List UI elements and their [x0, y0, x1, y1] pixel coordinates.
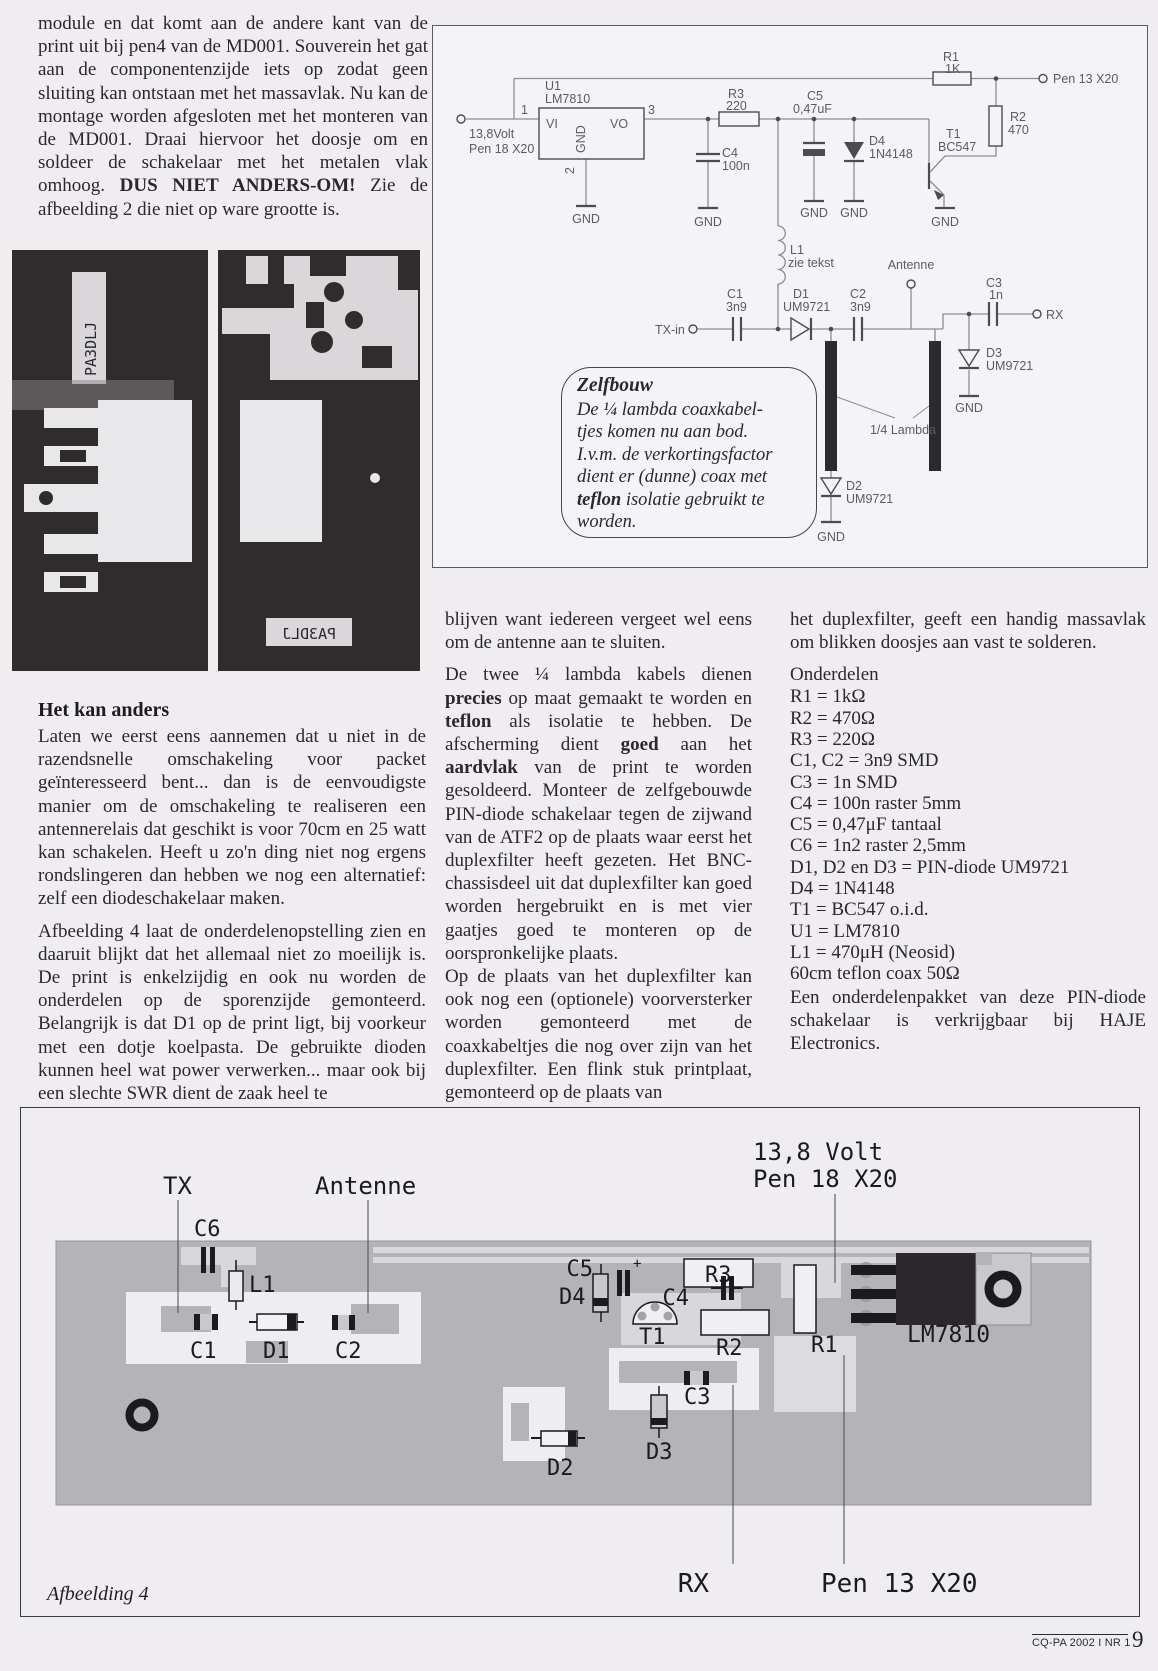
t1-ref-label: T1 — [946, 127, 961, 141]
callout-line: tjes komen nu aan bod. — [577, 422, 749, 442]
l1-ref-label: L1 — [790, 243, 804, 257]
r1-val-label: 1K — [945, 62, 961, 76]
fig-c5-label: C5 — [566, 1257, 593, 1282]
d4-diode — [844, 142, 864, 159]
fig-tx-label: TX — [163, 1172, 192, 1200]
d1-diode — [791, 318, 809, 340]
fig-d2-label: D2 — [547, 1456, 574, 1481]
parts-list-item: L1 = 470μH (Neosid) — [790, 941, 955, 963]
column3-outro: Een onderdelenpakket van deze PIN-diode schakelaar is verkrijgbaar bij HAJE Electronics. — [790, 986, 1146, 1054]
parts-list-item: C4 = 100n raster 5mm — [790, 792, 962, 814]
d3-diode — [959, 350, 979, 366]
fig-c1-label: C1 — [190, 1339, 217, 1364]
r2-resistor — [989, 106, 1002, 146]
c5-ref-label: C5 — [807, 89, 823, 103]
zelfbouw-callout — [561, 367, 817, 538]
parts-list-item: 60cm teflon coax 50Ω — [790, 963, 960, 985]
parts-list — [790, 686, 1146, 984]
terminal-circles — [457, 75, 1047, 334]
c4-val-label: 100n — [722, 159, 750, 173]
d2-diode — [821, 478, 841, 494]
parts-list-item: D4 = 1N4148 — [790, 878, 895, 900]
pcb-art-label-right-mirrored: PA3DLJ — [281, 625, 337, 643]
pcb-art-right-panel — [218, 250, 420, 671]
fig-d3-label: D3 — [646, 1440, 673, 1465]
c5-component — [617, 1270, 622, 1296]
fig-lm7810-label: LM7810 — [907, 1322, 991, 1348]
parts-list-item: C3 = 1n SMD — [790, 771, 898, 793]
c2-val-label: 3n9 — [850, 300, 871, 314]
fig-t1-label: T1 — [639, 1325, 666, 1350]
c4-capacitor — [696, 154, 720, 161]
parts-list-item: C1, C2 = 3n9 SMD — [790, 750, 939, 772]
d4-val-label: 1N4148 — [869, 147, 913, 161]
column2-paragraph-2: De twee ¼ lambda kabels dienen precies op maat gemaakt te worden en teflon als isolatie te hebben. De afscherming dient goed aan het aardvlak van de print te worden gesoldeerd. Monteer de zelfgebouwde PIN-diode schakelaar tegen de zijwand van de ATF2 op de plaats waar eerst het duplexfilter heeft gezeten. Het BNC-chassisdeel uit dat duplexfilter kan goed worden hergebruikt en is met vier gaatjes goed te monteren op de oorspronkelijke plaats. — [445, 664, 752, 964]
parts-list-item: C6 = 1n2 raster 2,5mm — [790, 835, 966, 857]
fig-c6-label: C6 — [194, 1217, 221, 1242]
rx-label: RX — [1046, 308, 1064, 322]
gnd-label-c5: GND — [800, 206, 828, 220]
u1-ref-label: U1 — [545, 79, 561, 93]
antenne-label: Antenne — [887, 258, 935, 272]
callout-line: teflon isolatie gebruikt te — [577, 489, 765, 510]
c2-ref-label: C2 — [850, 287, 866, 301]
parts-list-item: R3 = 220Ω — [790, 729, 876, 750]
figure4-drawing — [21, 1108, 1139, 1616]
parts-list-item: R2 = 470Ω — [790, 707, 876, 729]
pen13-label: Pen 13 X20 — [1053, 72, 1119, 86]
intro-paragraph-block — [38, 12, 428, 221]
r2-ref-label: R2 — [1010, 110, 1026, 124]
u1-gnd-label: GND — [574, 125, 588, 153]
section-heading: Het kan anders — [38, 699, 170, 721]
r1-component — [794, 1265, 816, 1333]
gnd-label-c4: GND — [694, 215, 722, 229]
r3-ref-label: R3 — [728, 87, 744, 101]
c3-capacitor — [989, 302, 997, 326]
c5-capacitor-bottom — [803, 149, 825, 156]
column1-paragraph-1: Laten we eerst eens aannemen dat u niet in de razendsnelle omschakeling voor packet geïnteresseerd bent... dan is de eenvoudigste manier om de omschakeling te realiseren een antennerelais dat geschikt is voor 70cm en 25 watt kan schakelen. Heeft u zo'n ding niet nog ergens rondslingeren dan hebben we nog een alternatief: zelf een diodeschakelaar maken. — [38, 726, 426, 910]
c1-val-label: 3n9 — [726, 300, 747, 314]
c4-ref-label: C4 — [722, 146, 738, 160]
figure-caption: Afbeelding 4 — [47, 1583, 149, 1605]
fig-volt-label-1: 13,8 Volt — [753, 1138, 884, 1166]
d4-component — [593, 1274, 608, 1312]
column2-paragraph-3: Op de plaats van het duplexfilter kan ook nog een (optionele) voorversterker worden gemonteerd met de coaxkabeltjes die nog over zijn van het duplexfilter. Een flink stuk printplaat, gemonteerd op de plaats van — [445, 966, 752, 1104]
r3-val-label: 220 — [726, 99, 747, 113]
column-2 — [445, 608, 752, 1104]
column2-paragraph-1: blijven want iedereen vergeet wel eens om de antenne aan te sluiten. — [445, 609, 752, 654]
parts-list-heading: Onderdelen — [790, 664, 879, 686]
coax-stub-2 — [929, 341, 941, 471]
c5-val-label: 0,47uF — [793, 102, 832, 116]
fig-r2-label: R2 — [716, 1336, 743, 1361]
d1-val-label: UM9721 — [783, 300, 831, 314]
fig-r1-label: R1 — [811, 1333, 838, 1358]
c2-capac itor — [854, 317, 862, 341]
coax-stub-1 — [825, 341, 837, 471]
schematic-panel — [432, 25, 1148, 568]
supply-label-2: Pen 18 X20 — [469, 142, 535, 156]
fig-d4-label: D4 — [559, 1285, 586, 1310]
fig-c2-label: C2 — [335, 1339, 362, 1364]
callout-line: worden. — [577, 512, 637, 532]
d2-val-label: UM9721 — [846, 492, 894, 506]
gnd-label-u1: GND — [572, 212, 600, 226]
column3-paragraph-1: het duplexfilter, geeft een handig massavlak om blikken doosjes aan vast te solderen. — [790, 609, 1146, 654]
c3-val-label: 1n — [989, 288, 1003, 302]
footer-rule — [1032, 1634, 1128, 1635]
fig-rx-label: RX — [677, 1569, 709, 1599]
r3-resistor — [719, 112, 759, 126]
fig-c5-plus: + — [633, 1256, 642, 1272]
column1-paragraph-2: Afbeelding 4 laat de onderdelenopstelling zien en daaruit blijkt dat het allemaal niet zo moeilijk is. De print is enkelzijdig en ook nu worden de onderdelen op de sporenzijde gemonteerd. Belangrijk is dat D1 op de print ligt, bij voorkeur met een dotje koelpasta. De gebruikte dioden kunnen heel wat power verwerken... maar ook bij een slechte SWR dient de zaak heel te — [38, 920, 426, 1105]
callout-line: dient er (dunne) coax met — [577, 467, 768, 487]
gnd-label-d3: GND — [955, 401, 983, 415]
c1-capacitor — [733, 317, 741, 341]
callout-line: I.v.m. de verkortingsfactor — [577, 444, 773, 465]
pin1-label: 1 — [521, 103, 528, 117]
fig-r3-label: R3 — [705, 1263, 732, 1288]
fig-c3-label: C3 — [684, 1385, 711, 1410]
t1-emitter-arrow — [934, 190, 944, 200]
fig-pen13-label: Pen 13 X20 — [821, 1569, 978, 1599]
pin3-label: 3 — [648, 103, 655, 117]
callout-title: Zelfbouw — [577, 375, 653, 396]
t1-val-label: BC547 — [938, 140, 977, 154]
l1-component — [229, 1271, 243, 1301]
parts-list-item: R1 = 1kΩ — [790, 686, 866, 708]
d3-val-label: UM9721 — [986, 359, 1034, 373]
column-3 — [790, 608, 1146, 1055]
parts-list-item: U1 = LM7810 — [790, 920, 900, 942]
column-1 — [38, 698, 426, 1105]
lm7810-pin — [851, 1265, 897, 1275]
u1-vi-label: VI — [546, 117, 558, 131]
pcb-artwork-image — [10, 250, 420, 672]
lambda-label: 1/4 Lambda — [869, 423, 937, 437]
l1-val-label: zie tekst — [788, 256, 834, 270]
fig-d1-label: D1 — [263, 1339, 290, 1364]
gnd-label-d2: GND — [817, 530, 845, 544]
parts-list-item: T1 = BC547 o.i.d. — [790, 899, 929, 921]
fig-c4-label: C4 — [662, 1286, 689, 1311]
footer-issue: CQ-PA 2002 I NR 1 — [1032, 1637, 1131, 1649]
r2-val-label: 470 — [1008, 123, 1029, 137]
txin-label: TX-in — [655, 323, 685, 337]
fig-antenne-label: Antenne — [315, 1172, 417, 1200]
fig-volt-label-2: Pen 18 X20 — [753, 1165, 898, 1193]
pin2-label: 2 — [563, 167, 577, 174]
gnd-label-t1: GND — [931, 215, 959, 229]
lm7810-body — [896, 1253, 976, 1325]
u1-val-label: LM7810 — [545, 92, 591, 106]
d1-ref-label: D1 — [793, 287, 809, 301]
parts-list-item: D1, D2 en D3 = PIN-diode UM9721 — [790, 856, 1070, 878]
d2-ref-label: D2 — [846, 479, 862, 493]
supply-label-1: 13,8Volt — [469, 127, 515, 141]
u1-regulator-box — [539, 108, 644, 159]
figure-4 — [20, 1107, 1140, 1617]
c1-ref-label: C1 — [727, 287, 743, 301]
callout-line: De ¼ lambda coaxkabel- — [577, 399, 763, 420]
footer-page-number: 9 — [1132, 1627, 1144, 1652]
fig-l1-label: L1 — [249, 1273, 276, 1298]
c6-component — [201, 1247, 206, 1273]
d4-ref-label: D4 — [869, 134, 885, 148]
pcb-art-label-left: PA3DLJ — [82, 321, 100, 376]
d3-ref-label: D3 — [986, 346, 1002, 360]
pcb-art-left-panel — [12, 250, 208, 671]
r2-component — [701, 1310, 769, 1335]
parts-list-item: C5 = 0,47μF tantaal — [790, 814, 942, 836]
r1-ref-label: R1 — [943, 50, 959, 64]
gnd-label-d4: GND — [840, 206, 868, 220]
c3-ref-label: C3 — [986, 276, 1002, 290]
u1-vo-label: VO — [610, 117, 629, 131]
intro-paragraph: module en dat komt aan de andere kant van de print uit bij pen4 van de MD001. Souverein het gat aan de componentenzijde iets op zodat geen sluiting kan ontstaan met het massavlak. Nu kan de montage worden afgesloten met het monteren van de MD001. Draai hiervoor het doosje om en soldeer de schakelaar met het metalen vlak omhoog. DUS NIET ANDERS-OM! Zie de afbeelding 2 die niet op ware grootte is. — [38, 13, 428, 220]
